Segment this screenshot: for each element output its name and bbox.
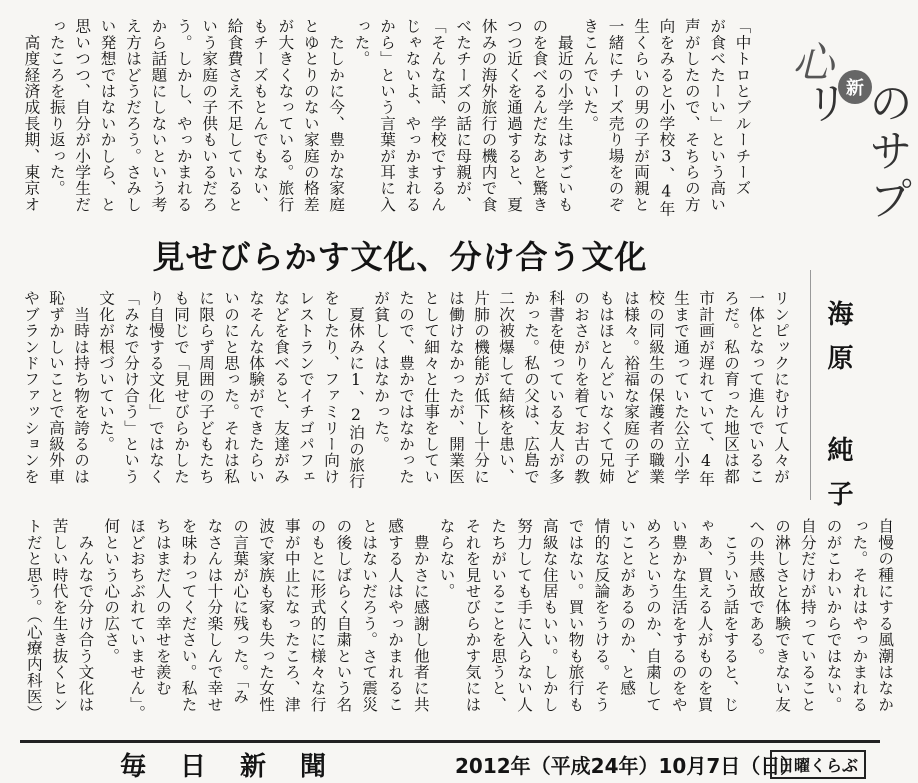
author-name: 海原 純子: [823, 300, 853, 524]
text-line: り自慢する文化」ではなく: [147, 290, 165, 485]
text-line: 苦しい時代を生き抜くヒン: [50, 518, 69, 713]
text-line: った。それはやっかまれる: [850, 518, 869, 713]
text-line: に限らず周囲の子どもたち: [197, 290, 215, 485]
text-line: 高級な住居もいい。しかし: [540, 518, 559, 713]
text-line: 生くらいの男の子が両親と: [632, 18, 650, 213]
text-line: かった。私の父は、広島で: [522, 290, 540, 485]
text-line: が食べたーい」という高い: [708, 18, 727, 213]
text-line: ゃあ、買える人がものを買: [695, 518, 714, 713]
text-line: こういう話をすると、じ: [721, 518, 740, 713]
text-line: 「中トロとブルーチーズ: [733, 18, 752, 197]
text-line: 高度経済成長期、東京オ: [22, 18, 41, 213]
text-line: いのにと思った。それは私: [222, 290, 240, 485]
text-line: 恥ずかしいことで高級外車: [47, 290, 65, 485]
text-line: つつ近くを通過すると、夏: [505, 18, 523, 213]
text-line: の後しばらく自粛という名: [334, 518, 353, 713]
text-line: から」という言葉が耳に入: [378, 18, 396, 213]
text-line: ろだ。私の育った地区は都: [722, 290, 740, 485]
text-line: もはほとんどいなくて兄姉: [597, 290, 615, 485]
text-line: などを食べると、友達がみ: [272, 290, 290, 485]
text-line: の淋しさと体験できない友: [773, 518, 791, 713]
text-line: やブランドファッションを: [22, 290, 40, 485]
text-line: 感する人はやっかまれるこ: [386, 518, 404, 713]
text-line: 片肺の機能が低下し十分に: [472, 290, 490, 485]
text-line: とはないだろう。さて震災: [360, 518, 379, 713]
newspaper-footer: [0, 726, 900, 782]
text-line: 思いつつ、自分が小学生だ: [73, 18, 92, 213]
text-line: は様々。裕福な家庭の子ど: [622, 290, 640, 485]
footer-section-badge: 日曜くらぶ: [770, 750, 866, 779]
text-line: 給食費さえ不足していると: [225, 18, 244, 213]
text-line: めろというのか、自粛して: [644, 518, 662, 713]
text-line: 事が中止になったころ、津: [282, 518, 301, 713]
text-line: った。: [352, 18, 371, 67]
text-line: 自慢の種にする風潮はなか: [876, 518, 895, 713]
text-line: じゃないよ、やっかまれる: [403, 18, 422, 213]
text-line: 声がしたので、そちらの方: [682, 18, 701, 213]
column-logo-kokoro: 心: [792, 38, 835, 87]
text-line: たしかに今、豊かな家庭: [327, 18, 346, 213]
text-line: 夏休みに1、2泊の旅行: [347, 290, 365, 490]
text-line: は働けなかったが、開業医: [447, 290, 465, 485]
text-line: それを見せびらかす気には: [463, 518, 482, 713]
text-line: が大きくなっている。旅行: [276, 18, 295, 213]
text-line: 情的な反論をうける。そう: [592, 518, 611, 713]
text-line: たので、豊かではなかった: [397, 290, 415, 485]
text-line: なそんな体験ができたらい: [247, 290, 265, 485]
text-line: ならない。: [437, 518, 456, 599]
column-logo-sapuri: のサプリ: [797, 80, 912, 224]
text-line: のがこわいからではない。: [824, 518, 843, 713]
text-line: も同じで「見せびらかした: [172, 290, 190, 485]
text-line: 一緒にチーズ売り場をのぞ: [606, 18, 625, 213]
text-line: なさんは十分楽しんで幸せ: [205, 518, 224, 713]
text-line: 最近の小学生はすごいも: [555, 18, 574, 213]
text-line: い豊かな生活をするのをや: [669, 518, 688, 713]
text-line: のおさがりを着てお古の教: [572, 290, 590, 485]
text-line: いう家庭の子供もいるだろ: [200, 18, 219, 213]
article-block-middle: [20, 290, 795, 502]
text-line: 何という心の広さ。: [102, 518, 121, 664]
article-block-top: [20, 18, 757, 218]
text-line: への共感故である。: [747, 518, 766, 664]
text-line: いことがあるのか、と感: [618, 518, 637, 697]
text-line: 努力しても手に入らない人: [515, 518, 533, 713]
text-line: レストランでイチゴパフェ: [297, 290, 315, 485]
text-line: として細々と仕事をしてい: [422, 290, 440, 485]
text-line: 市計画が遅れていて、4年: [697, 290, 715, 487]
text-line: い発想ではないかしら、と: [98, 18, 117, 213]
text-line: ったころを振り返った。: [47, 18, 66, 197]
article-headline: 見せびらかす文化、分け合う文化: [152, 238, 648, 276]
text-line: のもとに形式的に様々な行: [308, 518, 327, 713]
footer-date: 2012年（平成24年）10月7日（日）: [455, 754, 801, 778]
text-line: 波で家族も家も失った女性: [257, 518, 275, 713]
text-line: とゆとりのない家庭の格差: [301, 18, 320, 213]
text-line: 休みの海外旅行の機内で食: [479, 18, 498, 213]
text-line: 豊かさに感謝し他者に共: [411, 518, 430, 713]
text-line: べたチーズの話に母親が、: [454, 18, 473, 213]
text-line: もチーズもとんでもない、: [251, 18, 269, 213]
text-line: 二次被爆して結核を患い、: [497, 290, 515, 485]
text-line: 文化が根づいていた。: [97, 290, 115, 452]
column-logo: [780, 20, 912, 260]
text-line: をしたり、ファミリー向け: [322, 290, 340, 485]
text-line: 生まで通っていた公立小学: [672, 290, 690, 485]
text-line: ほどおちぶれていません」。: [128, 518, 146, 721]
text-line: 科書を使っている友人が多: [547, 290, 565, 485]
text-line: 自分だけが持っていること: [798, 518, 817, 713]
text-line: 「みなで分け合う」という: [122, 290, 140, 485]
text-line: の言葉が心に残った。「み: [231, 518, 250, 705]
article-block-bottom: [20, 518, 900, 721]
text-line: から話題にしないという考: [149, 18, 168, 213]
text-line: え方はどうだろう。さみし: [124, 18, 142, 213]
text-line: 「そんな話、学校でするん: [428, 18, 447, 213]
text-line: 校の同級生の保護者の職業: [647, 290, 665, 485]
text-line: 向をみると小学校3、4年: [657, 18, 676, 218]
footer-newspaper-name: 毎日新聞: [120, 752, 361, 782]
text-line: ではない。買い物も旅行も: [566, 518, 585, 713]
text-line: 一体となって進んでいるこ: [747, 290, 765, 485]
text-line: う。しかし、やっかまれる: [174, 18, 193, 213]
text-line: みんなで分け合う文化は: [76, 518, 95, 713]
column-logo-new-badge: 新: [838, 70, 872, 104]
text-line: ちはまだ人の幸せを羨む: [153, 518, 172, 697]
text-line: のを食べるんだなあと驚き: [530, 18, 549, 213]
text-line: たちがいることを思うと、: [489, 518, 508, 713]
text-line: リンピックにむけて人々が: [772, 290, 790, 485]
footer-rule: [20, 740, 880, 743]
text-line: トだと思う。（心療内科医）: [24, 518, 43, 721]
text-line: きこんでいた。: [581, 18, 600, 132]
author-divider: [810, 270, 811, 500]
text-line: が貧しくはなかった。: [372, 290, 390, 452]
text-line: を味わってください。私た: [179, 518, 198, 713]
text-line: 当時は持ち物を誇るのは: [72, 290, 90, 485]
